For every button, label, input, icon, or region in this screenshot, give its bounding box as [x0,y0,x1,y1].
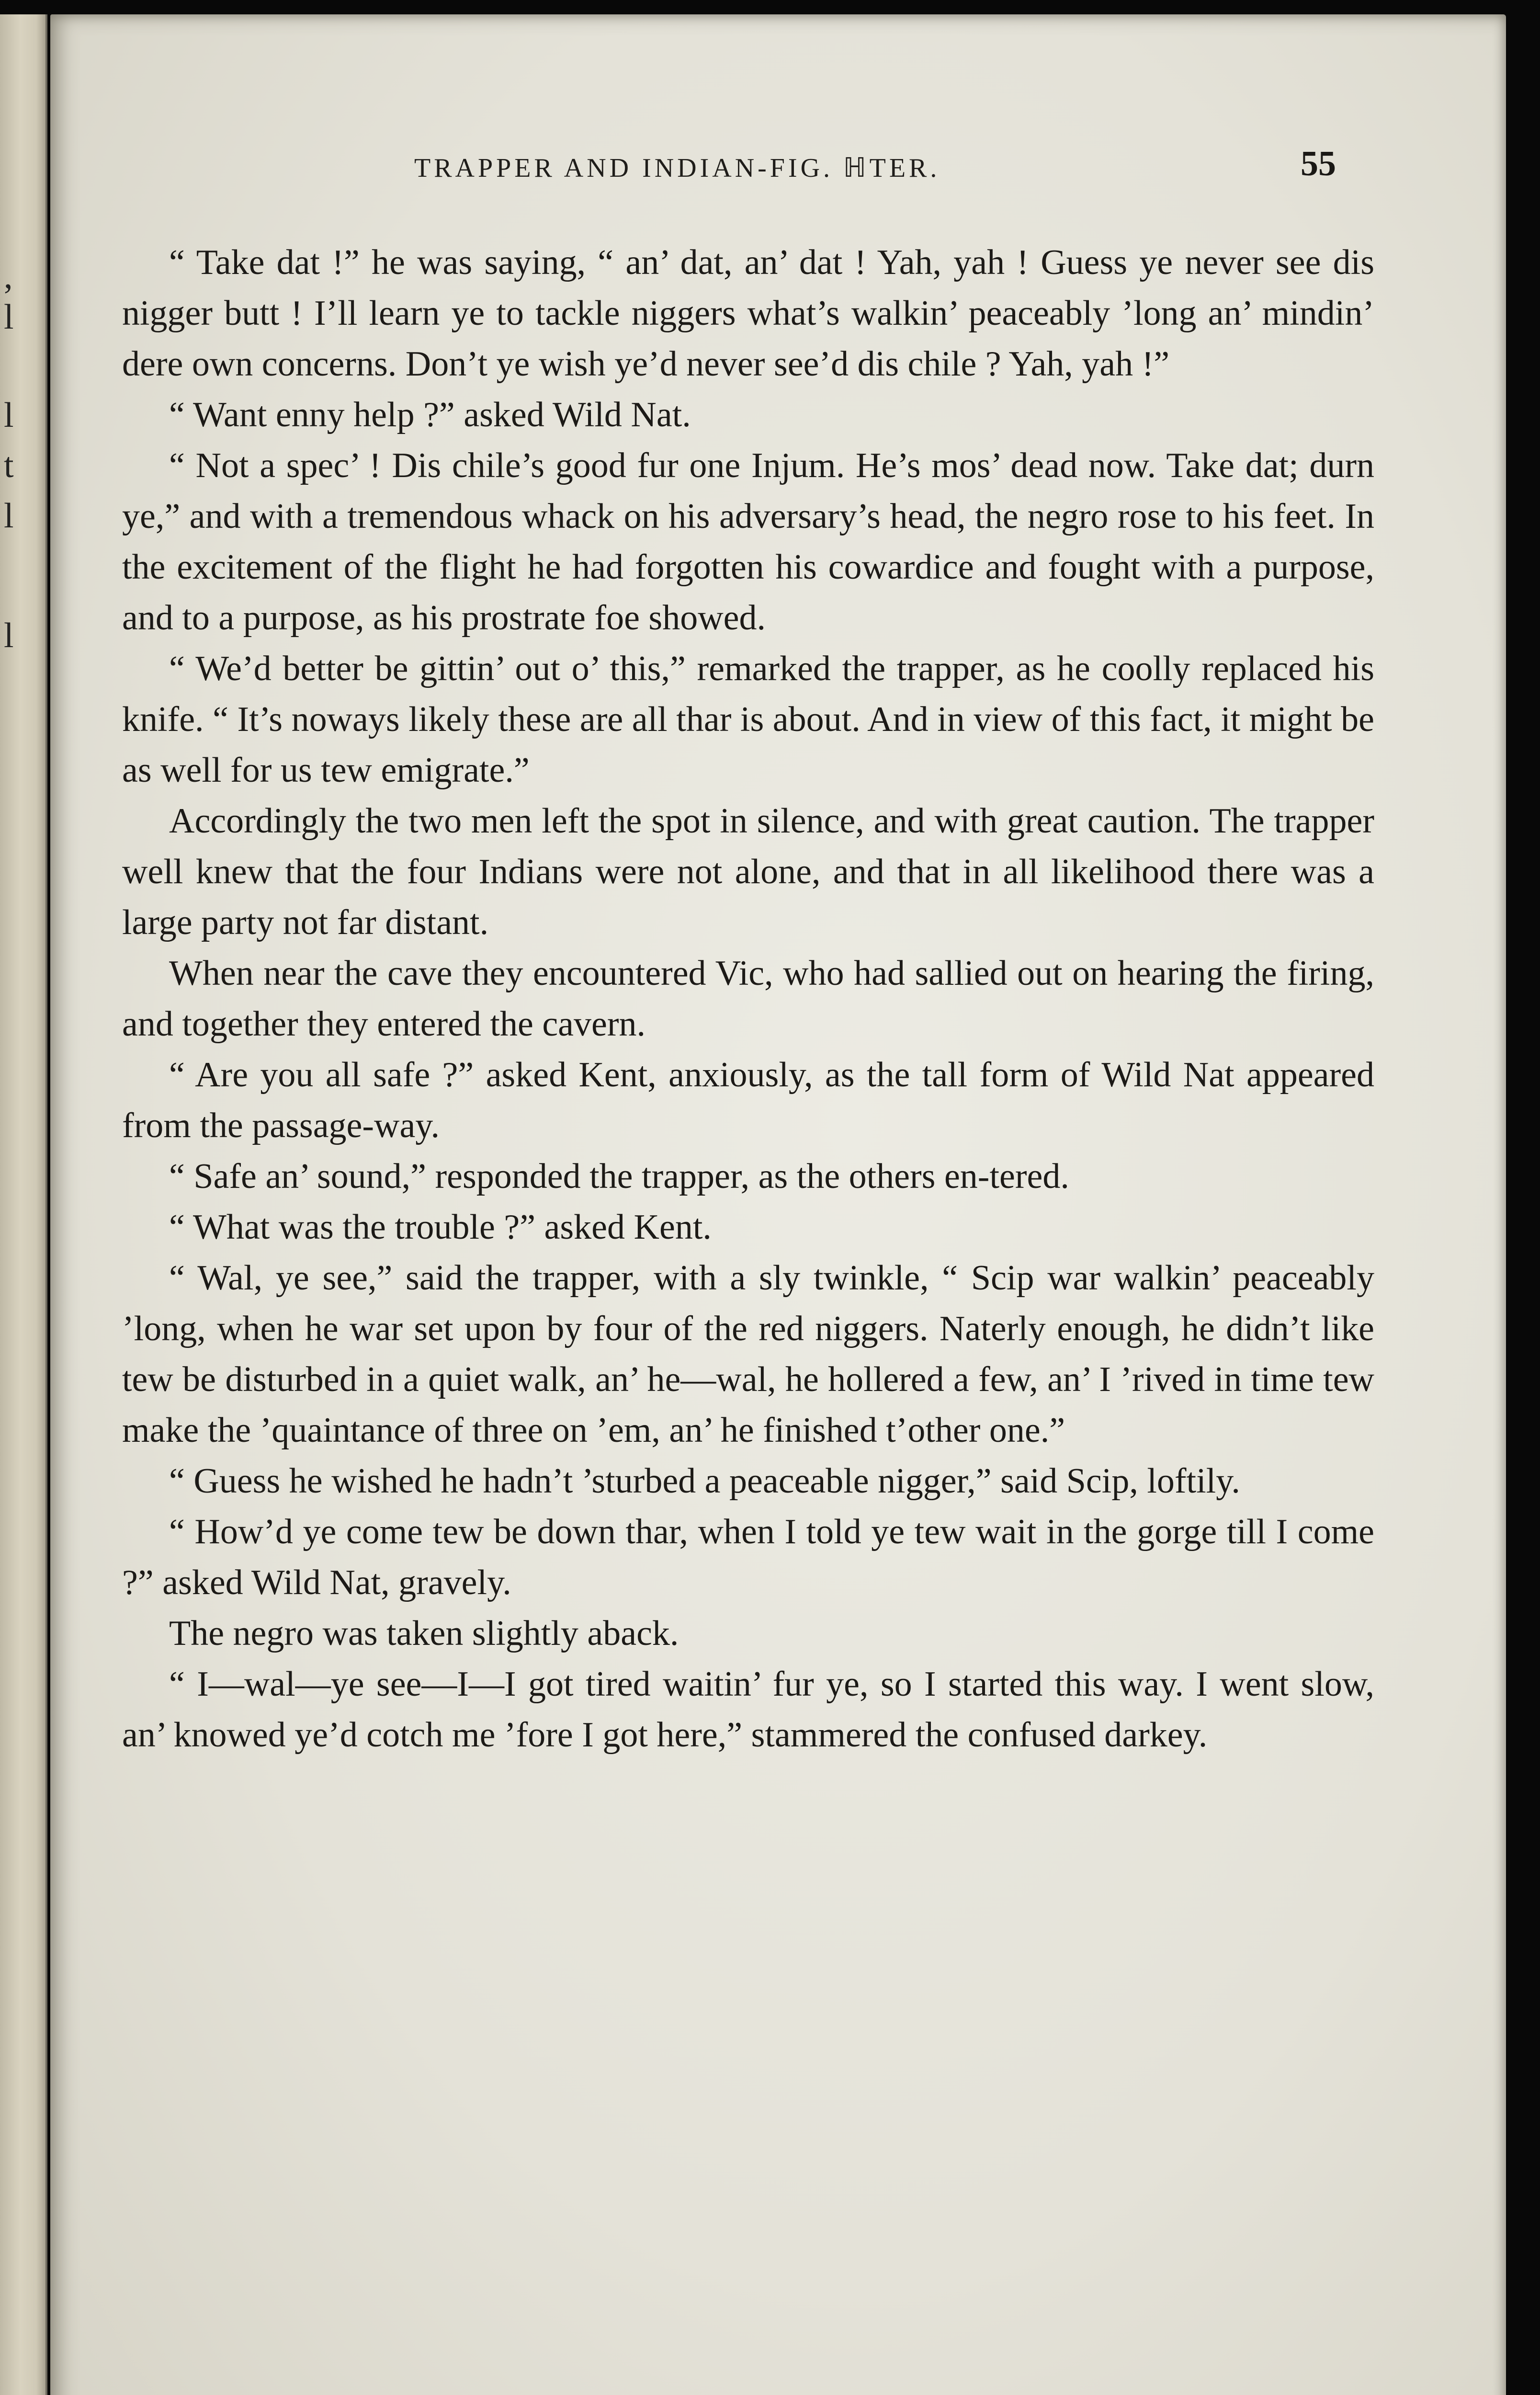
running-head [50,144,1506,201]
margin-mark: l [4,297,14,337]
paragraph: “ Are you all safe ?” asked Kent, anxiously, as the tall form of Wild Nat appeared from the passage-way. [122,1055,1374,1145]
paragraph: “ Take dat !” he was saying, “ an’ dat, an’ dat ! Yah, yah ! Guess ye never see dis nigger butt ! I’ll learn ye to tackle niggers what’s walkin’ peaceably ’long an’ mindin’ dere own concerns. Don’t ye wish ye’d never see’d dis chile ? Yah, yah !” [122,243,1374,384]
previous-page-fragments [4,14,33,2395]
paragraph: The negro was taken slightly aback. [169,1614,679,1653]
paragraph: Accordingly the two men left the spot in silence, and with great caution. The trapper well knew that the four Indians were not alone, and that in all likelihood there was a large party not far distant. [122,801,1374,942]
paragraph: “ I—wal—ye see—I—I got tired waitin’ fur ye, so I started this way. I went slow, an’ knowed ye’d cotch me ’fore I got here,” stammered the confused darkey. [122,1665,1374,1755]
margin-mark: l [4,396,14,435]
page-number: 55 [1301,144,1336,183]
book-page [50,14,1506,2395]
previous-page-edge [0,14,47,2395]
paragraph: “ Safe an’ sound,” responded the trapper, as the others en-tered. [169,1157,1069,1196]
running-title: TRAPPER AND INDIAN-FIG. ℍTER. [414,153,940,183]
paragraph: When near the cave they encountered Vic, who had sallied out on hearing the firing, and together they entered the cavern. [122,954,1374,1044]
paragraph: “ We’d better be gittin’ out o’ this,” remarked the trapper, as he coolly replaced his knife. “ It’s noways likely these are all thar is about. And in view of this fact, it might be as well for us tew emigrate.” [122,649,1374,790]
margin-mark: , [4,257,13,296]
margin-mark: l [4,616,14,655]
paragraph: “ Not a spec’ ! Dis chile’s good fur one Injum. He’s mos’ dead now. Take dat; durn ye,” and with a tremendous whack on his adversary’s head, the negro rose to his feet. In the excitement of the flight he had forgotten his cowardice and fought with a purpose, and to a purpose, as his prostrate foe showed. [122,446,1374,638]
paragraph: “ Want enny help ?” asked Wild Nat. [169,395,691,434]
body-text [122,237,1374,1760]
paragraph: “ Guess he wished he hadn’t ’sturbed a peaceable nigger,” said Scip, loftily. [169,1461,1240,1501]
margin-mark: t [4,446,14,485]
margin-mark: l [4,496,14,536]
paragraph: “ Wal, ye see,” said the trapper, with a sly twinkle, “ Scip war walkin’ peaceably ’long, when he war set upon by four of the red niggers. Naterly enough, he didn’t like tew be disturbed in a quiet walk, an’ he—wal, he hollered a few, an’ I ’rived in time tew make the ’quaintance of three on ’em, an’ he finished t’other one.” [122,1258,1374,1450]
paragraph: “ What was the trouble ?” asked Kent. [169,1208,712,1247]
paragraph: “ How’d ye come tew be down thar, when I told ye tew wait in the gorge till I come ?” asked Wild Nat, gravely. [122,1512,1374,1602]
